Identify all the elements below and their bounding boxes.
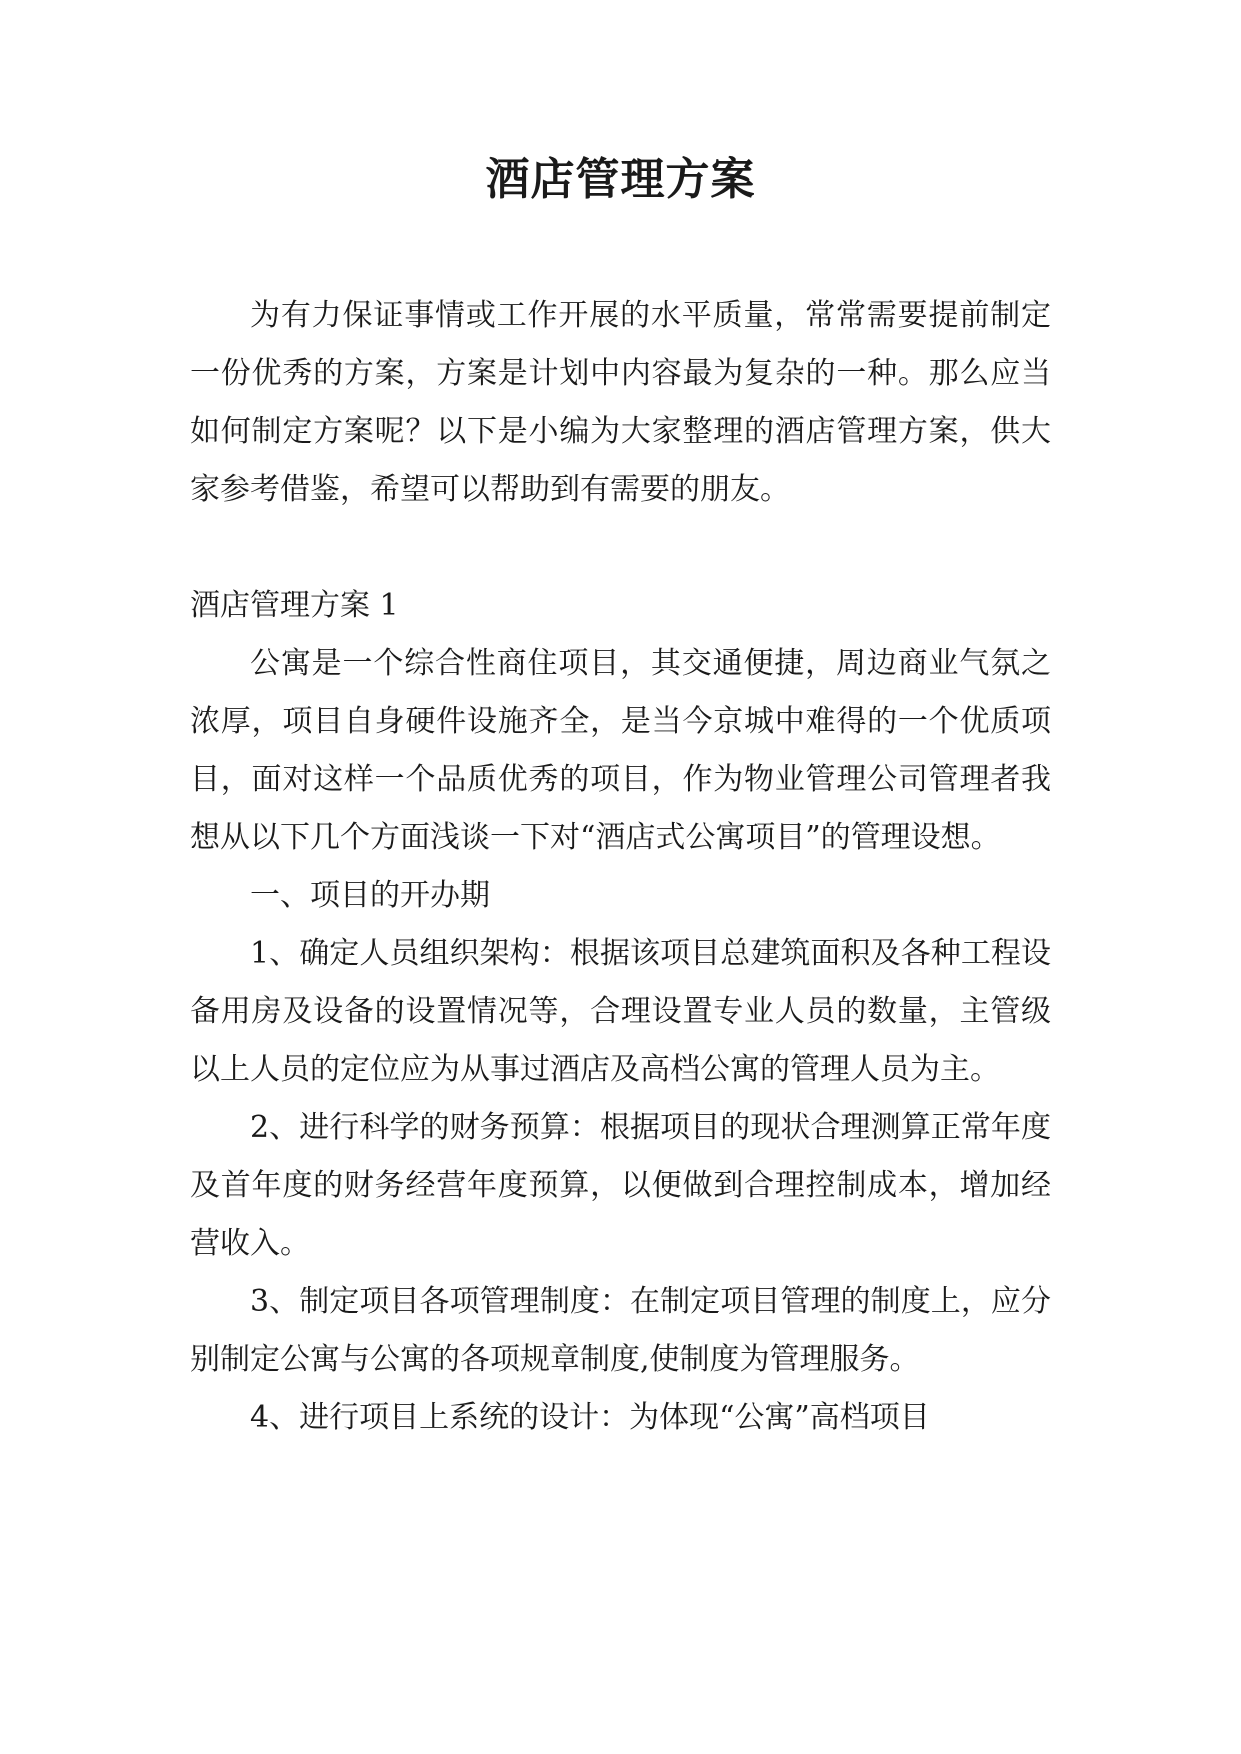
document-title: 酒店管理方案 bbox=[485, 154, 756, 205]
subsection-heading: 一、项目的开办期 bbox=[250, 878, 490, 913]
body-paragraph: 4、进行项目上系统的设计：为体现“公寓”高档项目 bbox=[250, 1400, 930, 1435]
section-heading: 酒店管理方案 1 bbox=[190, 588, 399, 623]
body-paragraph: 3、制定项目各项管理制度：在制定项目管理的制度上，应分别制定公寓与公寓的各项规章制度,使制度为管理服务。 bbox=[190, 1284, 1051, 1377]
intro-paragraph: 为有力保证事情或工作开展的水平质量，常常需要提前制定一份优秀的方案，方案是计划中内容最为复杂的一种。那么应当如何制定方案呢？以下是小编为大家整理的酒店管理方案，供大家参考借鉴，希望可以帮助到有需要的朋友。 bbox=[190, 298, 1051, 507]
body-paragraph: 1、确定人员组织架构：根据该项目总建筑面积及各种工程设备用房及设备的设置情况等，合理设置专业人员的数量，主管级以上人员的定位应为从事过酒店及高档公寓的管理人员为主。 bbox=[190, 936, 1051, 1087]
body-paragraph: 2、进行科学的财务预算：根据项目的现状合理测算正常年度及首年度的财务经营年度预算，以便做到合理控制成本，增加经营收入。 bbox=[190, 1110, 1051, 1261]
body-paragraph: 公寓是一个综合性商住项目，其交通便捷，周边商业气氛之浓厚，项目自身硬件设施齐全，是当今京城中难得的一个优质项目，面对这样一个品质优秀的项目，作为物业管理公司管理者我想从以下几个方面浅谈一下对“酒店式公寓项目”的管理设想。 bbox=[190, 646, 1051, 855]
document-body bbox=[190, 287, 1051, 1447]
